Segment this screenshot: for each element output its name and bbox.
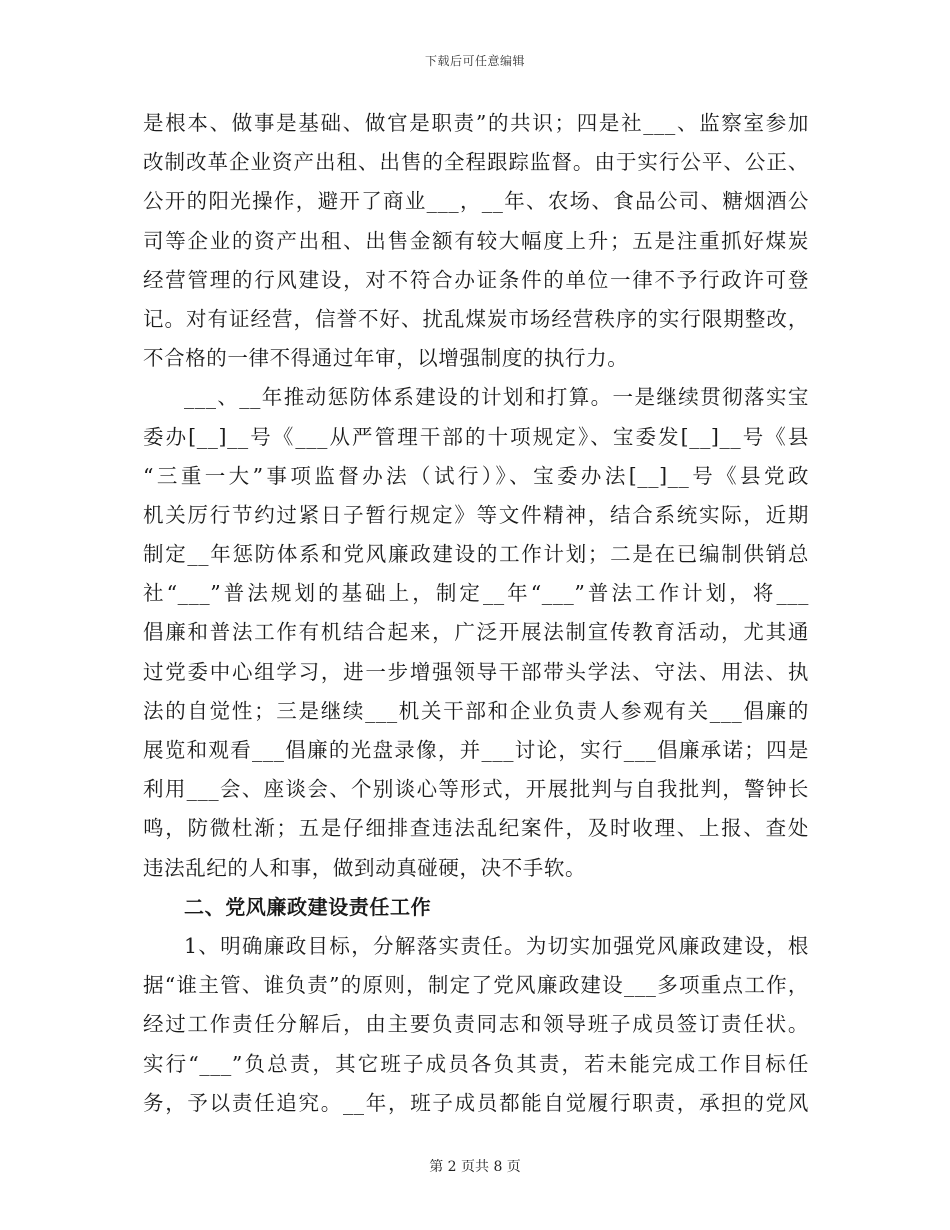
paragraph-line: 司等企业的资产出租、出售金额有较大幅度上升；五是注重抓好煤炭 <box>143 228 809 253</box>
paragraph-line: 社“___”普法规划的基础上，制定__年“___”普法工作计划，将___ <box>143 581 809 606</box>
paragraph-line: 经过工作责任分解后，由主要负责同志和领导班子成员签订责任状。 <box>143 1012 809 1037</box>
paragraph-line: “三重一大”事项监督办法（试行）》、宝委办法[__]__号《县党政 <box>143 463 809 488</box>
paragraph-line: 违法乱纪的人和事，做到动真碰硬，决不手软。 <box>143 855 587 880</box>
paragraph-line: 据“谁主管、谁负责”的原则，制定了党风廉政建设___多项重点工作， <box>143 973 809 998</box>
paragraph-line: 委办[__]__号《___从严管理干部的十项规定》、宝委发[__]__号《县 <box>143 424 809 449</box>
paragraph-line: 记。对有证经营，信誉不好、扰乱煤炭市场经营秩序的实行限期整改， <box>143 306 809 331</box>
paragraph-line: 法的自觉性；三是继续___机关干部和企业负责人参观有关___倡廉的 <box>143 698 809 723</box>
document-body <box>143 104 809 1123</box>
paragraph-line: 鸣，防微杜渐；五是仔细排查违法乱纪案件，及时收理、上报、查处 <box>143 816 809 841</box>
section-heading: 二、党风廉政建设责任工作 <box>184 894 432 919</box>
paragraph-line: 1、明确廉政目标，分解落实责任。为切实加强党风廉政建设，根 <box>184 933 809 958</box>
paragraph-line: 实行“___”负总责，其它班子成员各负其责，若未能完成工作目标任 <box>143 1051 809 1076</box>
paragraph-line: 过党委中心组学习，进一步增强领导干部带头学法、守法、用法、执 <box>143 659 809 684</box>
page-number: 第 2 页共 8 页 <box>429 1159 521 1175</box>
paragraph-line: 机关厉行节约过紧日子暂行规定》等文件精神，结合系统实际，近期 <box>143 502 809 527</box>
paragraph-line: 是根本、做事是基础、做官是职责”的共识；四是社___、监察室参加 <box>143 111 809 135</box>
paragraph-line: 公开的阳光操作，避开了商业___，__年、农场、食品公司、糖烟酒公 <box>143 189 809 214</box>
paragraph-line: 务，予以责任追究。__年，班子成员都能自觉履行职责，承担的党风 <box>143 1090 809 1115</box>
paragraph-line: ___、__年推动惩防体系建设的计划和打算。一是继续贯彻落实宝 <box>184 385 809 410</box>
paragraph-line: 利用___会、座谈会、个别谈心等形式，开展批判与自我批判，警钟长 <box>143 777 809 802</box>
paragraph-line: 不合格的一律不得通过年审，以增强制度的执行力。 <box>143 346 629 371</box>
paragraph-line: 倡廉和普法工作有机结合起来，广泛开展法制宣传教育活动，尤其通 <box>143 620 809 645</box>
paragraph-line: 展览和观看___倡廉的光盘录像，并___讨论，实行___倡廉承诺；四是 <box>143 738 809 762</box>
paragraph-line: 制定__年惩防体系和党风廉政建设的工作计划；二是在已编制供销总 <box>143 542 809 567</box>
paragraph-line: 经营管理的行风建设，对不符合办证条件的单位一律不予行政许可登 <box>143 267 809 292</box>
page-header: 下载后可任意编辑 <box>424 54 525 68</box>
paragraph-line: 改制改革企业资产出租、出售的全程跟踪监督。由于实行公平、公正、 <box>143 150 809 175</box>
